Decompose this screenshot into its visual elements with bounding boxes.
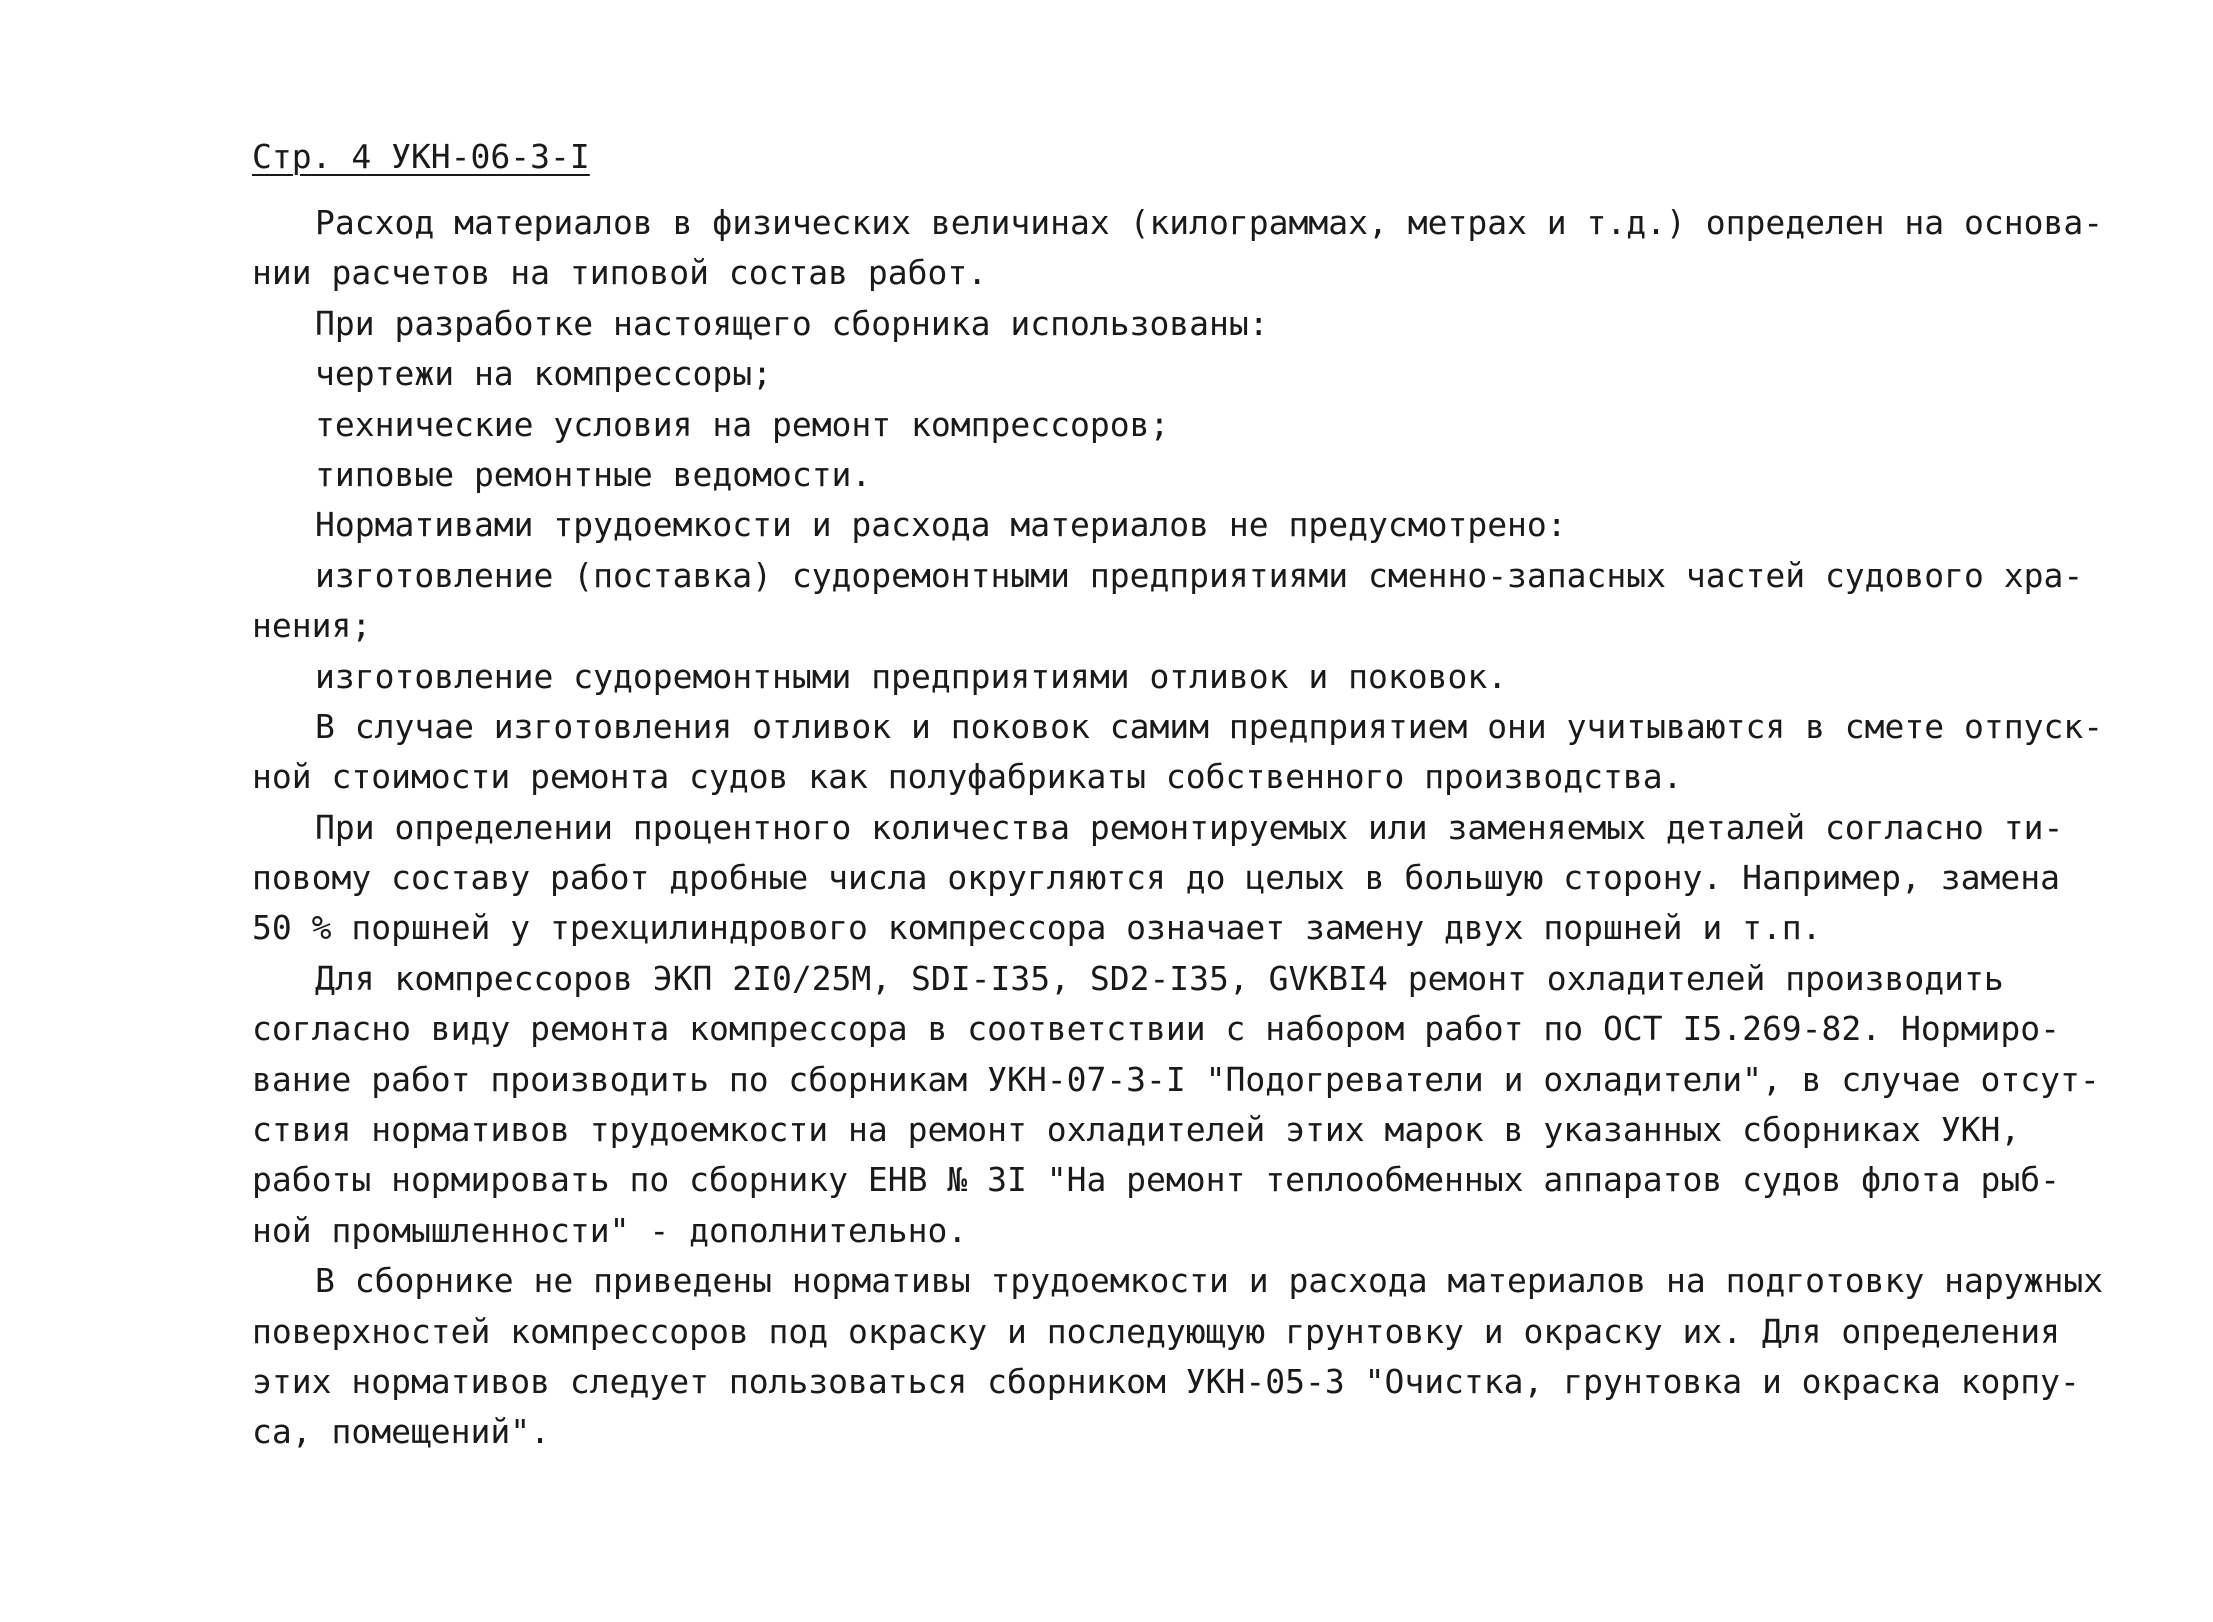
paragraph-line: вание работ производить по сборникам УКН-07-3-I "Подогреватели и охладители", в случае отсут- bbox=[252, 1059, 2100, 1099]
paragraph-line: Расход материалов в физических величинах (килограммах, метрах и т.д.) определен на основа- bbox=[315, 203, 2104, 242]
paragraph-line: При разработке настоящего сборника использованы: bbox=[315, 303, 1269, 343]
paragraph-line: 50 % поршней у трехцилиндрового компрессора означает замену двух поршней и т.п. bbox=[252, 908, 1822, 948]
document-body bbox=[252, 198, 2162, 1458]
list-item: чертежи на компрессоры; bbox=[315, 354, 772, 394]
list-item: технические условия на ремонт компрессоров; bbox=[315, 404, 1170, 444]
paragraph-line: В сборнике не приведены нормативы трудоемкости и расхода материалов на подготовку наружных bbox=[315, 1261, 2104, 1301]
paragraph-line: са, помещений". bbox=[252, 1412, 551, 1452]
paragraph-line: При определении процентного количества ремонтируемых или заменяемых деталей согласно ти- bbox=[315, 807, 2064, 847]
list-item: изготовление (поставка) судоремонтными предприятиями сменно-запасных частей судового хра- bbox=[315, 555, 2084, 595]
paragraph-line: Для компрессоров ЭКП 2I0/25М, SDI-I35, SD2-I35, GVKBI4 ремонт охладителей производить bbox=[315, 958, 2004, 998]
paragraph-line: Нормативами трудоемкости и расхода материалов не предусмотрено: bbox=[315, 505, 1567, 545]
paragraph-line: ной стоимости ремонта судов как полуфабрикаты собственного производства. bbox=[252, 757, 1683, 797]
paragraph-line: согласно виду ремонта компрессора в соответствии с набором работ по ОСТ I5.269-82. Нормиро- bbox=[252, 1009, 2060, 1049]
paragraph-line: ной промышленности" - дополнительно. bbox=[252, 1210, 968, 1250]
paragraph-line: ствия нормативов трудоемкости на ремонт охладителей этих марок в указанных сборниках УКН, bbox=[252, 1110, 2021, 1150]
paragraph-line: нии расчетов на типовой состав работ. bbox=[252, 253, 988, 293]
paragraph-line: поверхностей компрессоров под окраску и последующую грунтовку и окраску их. Для определения bbox=[252, 1311, 2060, 1351]
paragraph-line: повому составу работ дробные числа округляются до целых в большую сторону. Например, замена bbox=[252, 858, 2060, 898]
paragraph-line: В случае изготовления отливок и поковок самим предприятием они учитываются в смете отпуск- bbox=[315, 706, 2104, 746]
paragraph-line: этих нормативов следует пользоваться сборником УКН-05-3 "Очистка, грунтовка и окраска корпу- bbox=[252, 1361, 2080, 1401]
paragraph-line: работы нормировать по сборнику ЕНВ № 3I "На ремонт теплообменных аппаратов судов флота рыб- bbox=[252, 1160, 2060, 1200]
page-header: Стр. 4 УКН-06-3-I bbox=[252, 137, 590, 176]
list-item: типовые ремонтные ведомости. bbox=[315, 454, 872, 494]
list-item: нения; bbox=[252, 606, 372, 646]
list-item: изготовление судоремонтными предприятиями отливок и поковок. bbox=[315, 656, 1508, 696]
